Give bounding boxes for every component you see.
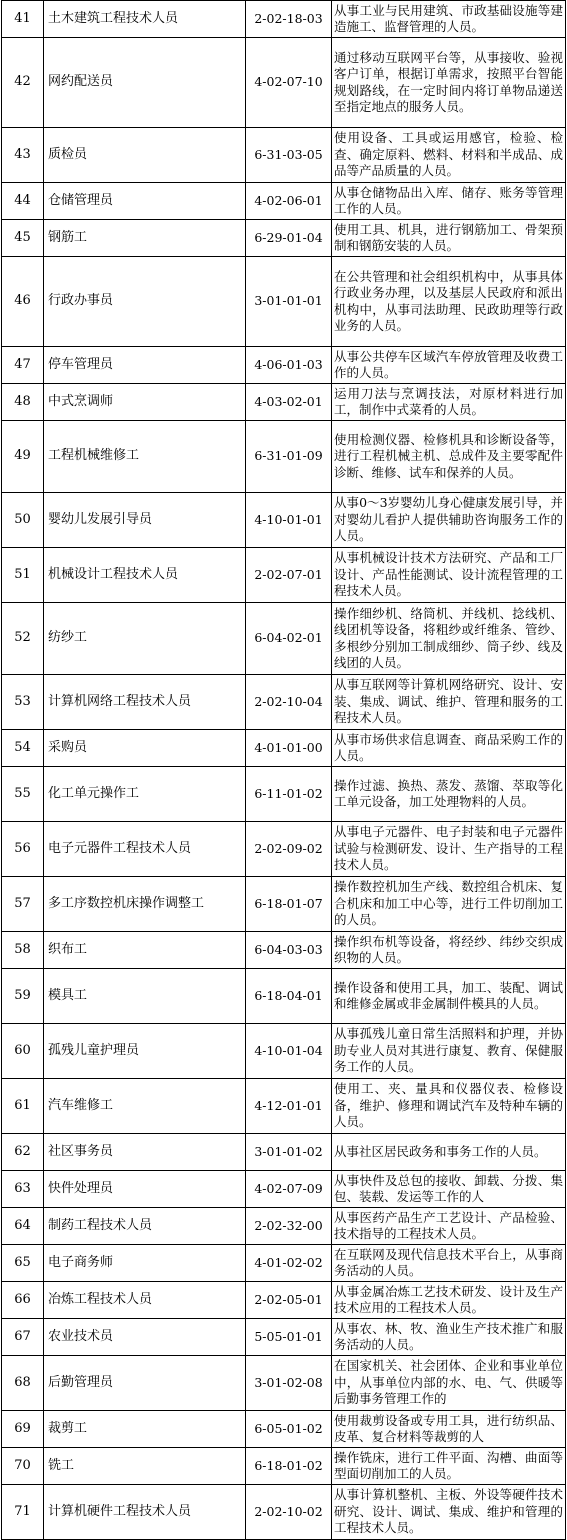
table-row [2,969,566,1024]
occupation-code: 4-03-02-01 [246,384,332,421]
occupation-code: 2-02-32-00 [246,1208,332,1245]
occupation-description: 从事孤残儿童日常生活照料和护理，并协助专业人员对其进行康复、教育、保健服务工作的人员。 [332,1024,566,1079]
occupation-code: 6-18-04-01 [246,969,332,1024]
occupation-description: 从事农、林、牧、渔业生产技术推广和服务活动的人员。 [332,1319,566,1356]
row-number: 59 [2,969,44,1024]
row-number: 68 [2,1356,44,1411]
occupation-name: 后勤管理员 [44,1356,246,1411]
table-row [2,1282,566,1319]
row-number: 46 [2,257,44,347]
row-number: 58 [2,932,44,969]
table-row [2,421,566,493]
table-row [2,347,566,384]
row-number: 71 [2,1485,44,1540]
occupation-code: 6-31-03-05 [246,128,332,183]
table-row [2,1245,566,1282]
occupation-description: 从事电子元器件、电子封装和电子元器件试验与检测研发、设计、生产指导的工程技术人员。 [332,822,566,877]
row-number: 65 [2,1245,44,1282]
row-number: 48 [2,384,44,421]
row-number: 49 [2,421,44,493]
table-row [2,1448,566,1485]
occupation-name: 纺纱工 [44,603,246,675]
occupation-name: 土木建筑工程技术人员 [44,1,246,38]
table-row [2,1319,566,1356]
occupation-description: 操作数控机加生产线、数控组合机床、复合机床和加工中心等，进行工件切削加工的人员。 [332,877,566,932]
occupation-code: 6-18-01-07 [246,877,332,932]
occupation-description: 使用设备、工具或运用感官，检验、检查、确定原料、燃料、材料和半成品、成品等产品质量的人员。 [332,128,566,183]
occupation-name: 模具工 [44,969,246,1024]
occupation-name: 冶炼工程技术人员 [44,1282,246,1319]
occupation-name: 多工序数控机床操作调整工 [44,877,246,932]
table-row [2,1485,566,1540]
table-row [2,1411,566,1448]
occupation-description: 运用刀法与烹调技法，对原材料进行加工，制作中式菜肴的人员。 [332,384,566,421]
row-number: 41 [2,1,44,38]
row-number: 45 [2,220,44,257]
table-row [2,877,566,932]
occupation-name: 钢筋工 [44,220,246,257]
table-row [2,730,566,767]
occupation-code: 3-01-02-08 [246,1356,332,1411]
occupation-code: 4-02-06-01 [246,183,332,220]
occupation-name: 汽车维修工 [44,1079,246,1134]
table-row [2,384,566,421]
table-row [2,493,566,548]
occupation-code: 6-04-03-03 [246,932,332,969]
occupation-code: 6-31-01-09 [246,421,332,493]
row-number: 50 [2,493,44,548]
row-number: 43 [2,128,44,183]
table-body [2,1,566,1540]
occupation-name: 铣工 [44,1448,246,1485]
row-number: 57 [2,877,44,932]
occupation-code: 2-02-18-03 [246,1,332,38]
row-number: 70 [2,1448,44,1485]
table-row [2,603,566,675]
row-number: 51 [2,548,44,603]
occupation-name: 计算机网络工程技术人员 [44,675,246,730]
occupation-code: 6-05-01-02 [246,1411,332,1448]
row-number: 61 [2,1079,44,1134]
table-row [2,767,566,822]
row-number: 52 [2,603,44,675]
occupation-name: 孤残儿童护理员 [44,1024,246,1079]
occupation-description: 从事工业与民用建筑、市政基础设施等建造施工、监督管理的人员。 [332,1,566,38]
occupation-name: 采购员 [44,730,246,767]
occupation-description: 在公共管理和社会组织机构中，从事具体行政业务办理，以及基层人民政府和派出机构中，从事司法助理、民政助理等行政业务的人员。 [332,257,566,347]
occupation-name: 工程机械维修工 [44,421,246,493]
occupation-description: 从事计算机整机、主板、外设等硬件技术研究、设计、调试、集成、维护和管理的工程技术人员。 [332,1485,566,1540]
occupation-description: 从事快件及总包的接收、卸载、分拨、集包、装载、发运等工作的人 [332,1171,566,1208]
occupation-description: 使用工具、机具，进行钢筋加工、骨架预制和钢筋安装的人员。 [332,220,566,257]
occupation-description: 操作织布机等设备，将经纱、纬纱交织成织物的人员。 [332,932,566,969]
occupation-name: 裁剪工 [44,1411,246,1448]
occupation-description: 通过移动互联网平台等，从事接收、验视客户订单，根据订单需求，按照平台智能规划路线，在一定时间内将订单物品递送至指定地点的服务人员。 [332,38,566,128]
occupation-code: 4-01-02-02 [246,1245,332,1282]
table-row [2,675,566,730]
occupation-name: 行政办事员 [44,257,246,347]
occupation-name: 机械设计工程技术人员 [44,548,246,603]
occupation-name: 仓储管理员 [44,183,246,220]
occupation-code: 2-02-10-04 [246,675,332,730]
occupation-code: 4-12-01-01 [246,1079,332,1134]
occupation-description: 使用工、夹、量具和仪器仪表、检修设备，维护、修理和调试汽车及特种车辆的人员。 [332,1079,566,1134]
occupation-name: 电子商务师 [44,1245,246,1282]
occupation-code: 2-02-07-01 [246,548,332,603]
occupation-name: 社区事务员 [44,1134,246,1171]
occupation-description: 操作过滤、换热、蒸发、蒸馏、萃取等化工单元设备，加工处理物料的人员。 [332,767,566,822]
occupation-name: 化工单元操作工 [44,767,246,822]
occupation-code: 3-01-01-02 [246,1134,332,1171]
table-row [2,548,566,603]
occupation-name: 中式烹调师 [44,384,246,421]
occupation-code: 2-02-09-02 [246,822,332,877]
row-number: 67 [2,1319,44,1356]
occupation-description: 从事金属冶炼工艺技术研发、设计及生产技术应用的工程技术人员。 [332,1282,566,1319]
table-row [2,128,566,183]
occupation-name: 婴幼儿发展引导员 [44,493,246,548]
occupation-name: 网约配送员 [44,38,246,128]
row-number: 55 [2,767,44,822]
table-row [2,1134,566,1171]
occupation-code: 4-10-01-01 [246,493,332,548]
row-number: 69 [2,1411,44,1448]
row-number: 56 [2,822,44,877]
occupation-code: 4-10-01-04 [246,1024,332,1079]
occupation-description: 从事公共停车区域汽车停放管理及收费工作的人员。 [332,347,566,384]
occupation-description: 从事医药产品生产工艺设计、产品检验、技术指导的工程技术人员。 [332,1208,566,1245]
occupation-code: 6-04-02-01 [246,603,332,675]
occupation-code: 3-01-01-01 [246,257,332,347]
table-row [2,1171,566,1208]
occupation-name: 快件处理员 [44,1171,246,1208]
row-number: 47 [2,347,44,384]
table-row [2,1079,566,1134]
table-row [2,1024,566,1079]
occupation-code: 4-06-01-03 [246,347,332,384]
row-number: 60 [2,1024,44,1079]
occupation-description: 从事社区居民政务和事务工作的人员。 [332,1134,566,1171]
occupation-table [1,0,566,1540]
row-number: 63 [2,1171,44,1208]
occupation-code: 2-02-10-02 [246,1485,332,1540]
row-number: 54 [2,730,44,767]
occupation-description: 操作细纱机、络筒机、并线机、捻线机、线团机等设备，将粗纱或纤维条、管纱、多根纱分别加工制成细纱、筒子纱、线及线团的人员。 [332,603,566,675]
occupation-name: 织布工 [44,932,246,969]
occupation-description: 使用检测仪器、检修机具和诊断设备等，进行工程机械主机、总成件及主要零配件诊断、维修、试车和保养的人员。 [332,421,566,493]
row-number: 42 [2,38,44,128]
occupation-name: 电子元器件工程技术人员 [44,822,246,877]
occupation-description: 从事互联网等计算机网络研究、设计、安装、集成、调试、维护、管理和服务的工程技术人员。 [332,675,566,730]
table-row [2,1,566,38]
table-row [2,932,566,969]
row-number: 62 [2,1134,44,1171]
row-number: 66 [2,1282,44,1319]
occupation-code: 4-02-07-09 [246,1171,332,1208]
occupation-description: 从事0～3岁婴幼儿身心健康发展引导，并对婴幼儿看护人提供辅助咨询服务工作的人员。 [332,493,566,548]
table-row [2,38,566,128]
occupation-code: 6-11-01-02 [246,767,332,822]
occupation-name: 计算机硬件工程技术人员 [44,1485,246,1540]
row-number: 64 [2,1208,44,1245]
table-row [2,220,566,257]
table-row [2,183,566,220]
occupation-code: 5-05-01-01 [246,1319,332,1356]
table-row [2,257,566,347]
occupation-name: 制药工程技术人员 [44,1208,246,1245]
occupation-description: 操作铣床，进行工件平面、沟槽、曲面等型面切削加工的人员。 [332,1448,566,1485]
row-number: 44 [2,183,44,220]
table-row [2,822,566,877]
occupation-description: 使用裁剪设备或专用工具，进行纺织品、皮革、复合材料等裁剪的人 [332,1411,566,1448]
occupation-name: 停车管理员 [44,347,246,384]
occupation-description: 从事市场供求信息调查、商品采购工作的人员。 [332,730,566,767]
occupation-description: 在国家机关、社会团体、企业和事业单位中，从事单位内部的水、电、气、供暖等后勤事务管理工作的 [332,1356,566,1411]
table-row [2,1356,566,1411]
occupation-code: 2-02-05-01 [246,1282,332,1319]
occupation-description: 在互联网及现代信息技术平台上，从事商务活动的人员。 [332,1245,566,1282]
occupation-code: 4-02-07-10 [246,38,332,128]
occupation-name: 质检员 [44,128,246,183]
occupation-description: 操作设备和使用工具，加工、装配、调试和维修金属或非金属制件模具的人员。 [332,969,566,1024]
occupation-code: 6-29-01-04 [246,220,332,257]
occupation-code: 4-01-01-00 [246,730,332,767]
table-row [2,1208,566,1245]
occupation-description: 从事仓储物品出入库、储存、账务等管理工作的人员。 [332,183,566,220]
occupation-name: 农业技术员 [44,1319,246,1356]
row-number: 53 [2,675,44,730]
occupation-description: 从事机械设计技术方法研究、产品和工厂设计、产品性能测试、设计流程管理的工程技术人员。 [332,548,566,603]
occupation-code: 6-18-01-02 [246,1448,332,1485]
